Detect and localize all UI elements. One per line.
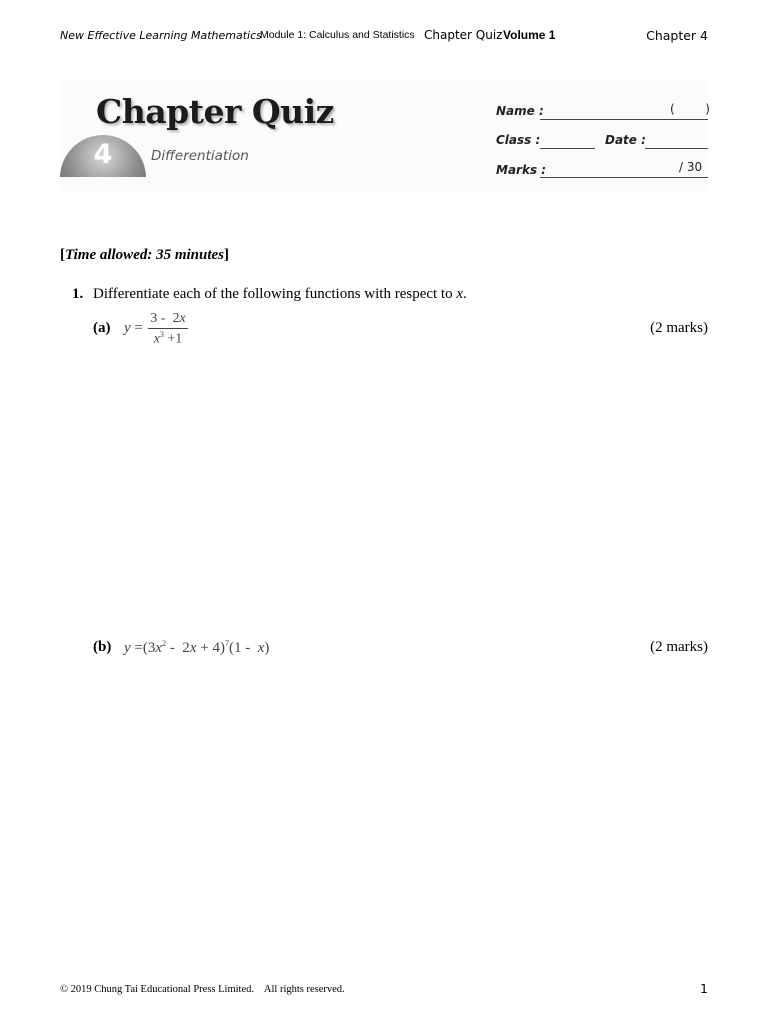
part-a-y: y	[124, 320, 131, 336]
question-number: 1.	[72, 286, 84, 302]
name-field[interactable]	[540, 119, 708, 120]
part-b-expr-2: - 2	[166, 640, 190, 656]
part-b-marks: (2 marks)	[650, 639, 708, 655]
chapter-badge	[60, 135, 146, 177]
denominator-rest: +1	[163, 331, 183, 347]
prompt-period: .	[463, 286, 467, 302]
part-a-numerator	[148, 311, 188, 327]
name-label: Name :	[496, 104, 544, 118]
denominator-variable: x	[153, 331, 160, 347]
part-b-expr-4: (1 -	[228, 640, 258, 656]
running-header	[60, 28, 708, 46]
part-b-expr-3: + 4)	[196, 640, 225, 656]
numerator-variable: x	[179, 311, 186, 326]
quiz-banner	[60, 80, 708, 192]
part-a-lhs	[124, 320, 143, 337]
part-b-exp-1: 2	[162, 639, 167, 648]
part-b-var-2: x	[189, 640, 197, 656]
page-number: 1	[700, 981, 708, 996]
time-text: Time allowed: 35 minutes	[65, 247, 225, 263]
prompt-text: Differentiate each of the following functions with respect to	[93, 286, 453, 302]
chapter-topic: Differentiation	[151, 148, 249, 164]
part-b-y: y	[124, 640, 131, 656]
module-title: Module 1: Calculus and Statistics	[260, 29, 415, 41]
prompt-variable: x	[456, 286, 464, 302]
class-label: Class :	[496, 133, 541, 147]
time-close-bracket: ]	[224, 247, 230, 263]
doc-type: Chapter Quiz	[424, 28, 503, 42]
name-paren: ( )	[670, 102, 710, 116]
question-prompt	[93, 286, 467, 303]
part-b-var-3: x	[257, 640, 265, 656]
part-b-expr-1: =(3	[130, 640, 156, 656]
part-a-equals: =	[134, 320, 143, 336]
part-a-fraction	[148, 311, 188, 348]
series-title: New Effective Learning Mathematics	[60, 29, 262, 42]
numerator-constant: 3 - 2	[150, 311, 180, 326]
part-b-var-1: x	[155, 640, 163, 656]
part-a-label: (a)	[93, 320, 111, 336]
part-b-expr-5: )	[264, 640, 270, 656]
part-b-expression	[124, 639, 269, 657]
denominator-exponent: 3	[159, 330, 164, 339]
quiz-title: Chapter Quiz	[96, 92, 334, 131]
part-b-exp-2: 7	[224, 639, 229, 648]
part-b-label: (b)	[93, 639, 112, 655]
part-a-denominator	[148, 330, 188, 348]
class-field[interactable]	[540, 148, 595, 149]
part-a-marks: (2 marks)	[650, 320, 708, 336]
time-open-bracket: [	[60, 247, 65, 263]
marks-label: Marks :	[496, 163, 547, 177]
marks-field[interactable]	[540, 177, 708, 178]
date-field[interactable]	[645, 148, 708, 149]
fraction-bar	[148, 328, 188, 329]
time-allowed	[60, 247, 229, 264]
volume-label: Volume 1	[503, 28, 556, 42]
date-label: Date :	[605, 133, 646, 147]
chapter-number: 4	[93, 139, 113, 170]
marks-total: / 30	[679, 160, 703, 174]
copyright-notice: © 2019 Chung Tai Educational Press Limited. All rights reserved.	[60, 984, 345, 995]
chapter-label: Chapter 4	[646, 28, 708, 43]
